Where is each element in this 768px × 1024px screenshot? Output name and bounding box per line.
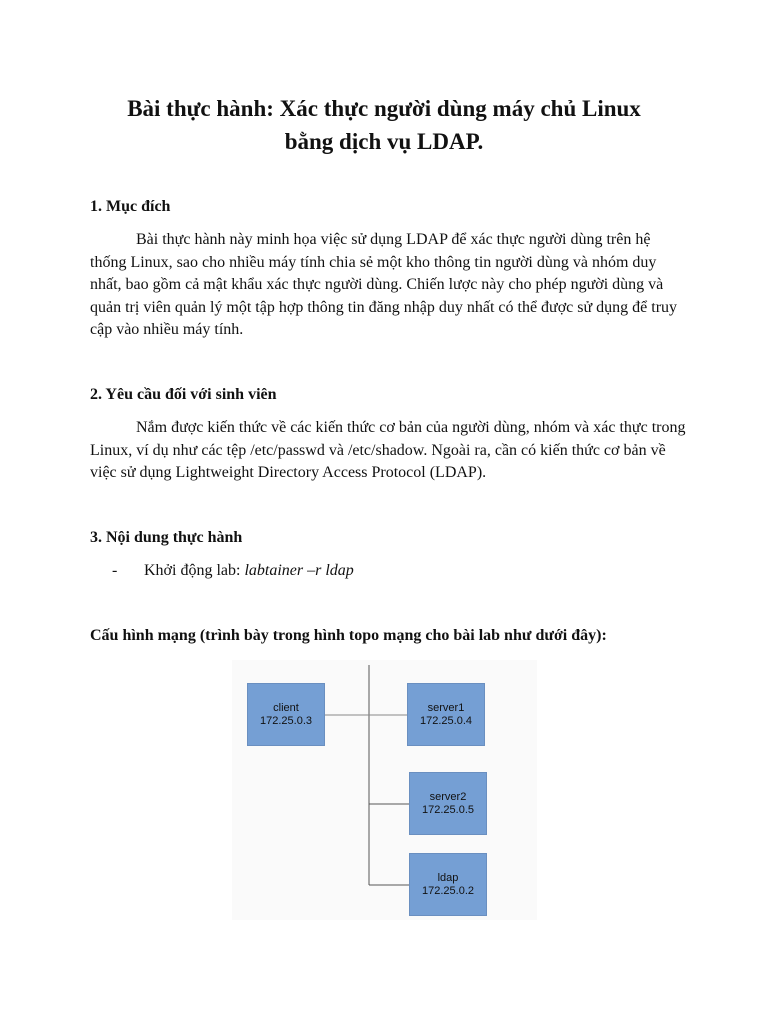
network-caption: Cấu hình mạng (trình bày trong hình topo mạng cho bài lab như dưới đây): — [90, 627, 607, 644]
section-heading-purpose: 1. Mục đích — [90, 198, 171, 215]
node-ip: 172.25.0.5 — [422, 803, 474, 816]
node-server2 — [409, 772, 487, 835]
node-client — [247, 683, 325, 746]
node-ldap — [409, 853, 487, 916]
node-name: server2 — [429, 790, 467, 803]
node-ip: 172.25.0.3 — [260, 714, 312, 727]
bullet-dash: - — [112, 562, 118, 579]
bullet-command: labtainer –r ldap — [244, 562, 354, 579]
bullet-start-lab — [90, 560, 354, 582]
node-ip: 172.25.0.4 — [420, 714, 472, 727]
node-name: client — [273, 701, 299, 714]
section-paragraph-requirements: Nắm được kiến thức về các kiến thức cơ bản của người dùng, nhóm và xác thực trong Linux, ví dụ như các tệp /etc/passwd và /etc/shadow. Ngoài ra, cần có kiến thức cơ bản về việc sử dụng Lightweight Directory Access Protocol (LDAP). — [90, 419, 686, 481]
network-topology-diagram — [232, 660, 537, 920]
document-title — [60, 92, 708, 158]
section-heading-requirements: 2. Yêu cầu đối với sinh viên — [90, 386, 277, 403]
section-heading-content: 3. Nội dung thực hành — [90, 529, 243, 546]
node-server1 — [407, 683, 485, 746]
section-paragraph-purpose: Bài thực hành này minh họa việc sử dụng LDAP để xác thực người dùng trên hệ thống Linux, sao cho nhiều máy tính chia sẻ một kho thông tin người dùng và nhóm duy nhất, bao gồm cả mật khẩu xác thực người dùng. Chiến lược này cho phép người dùng và quản trị viên quản lý một tập hợp thông tin đăng nhập duy nhất có thể được sử dụng để truy cập vào nhiều máy tính. — [90, 231, 678, 338]
title-line-1: Bài thực hành: Xác thực người dùng máy chủ Linux — [127, 96, 641, 121]
node-ip: 172.25.0.2 — [422, 884, 474, 897]
node-name: ldap — [437, 871, 459, 884]
node-name: server1 — [427, 701, 465, 714]
title-line-2: bằng dịch vụ LDAP. — [284, 129, 484, 154]
bullet-label: Khởi động lab: — [144, 562, 245, 579]
